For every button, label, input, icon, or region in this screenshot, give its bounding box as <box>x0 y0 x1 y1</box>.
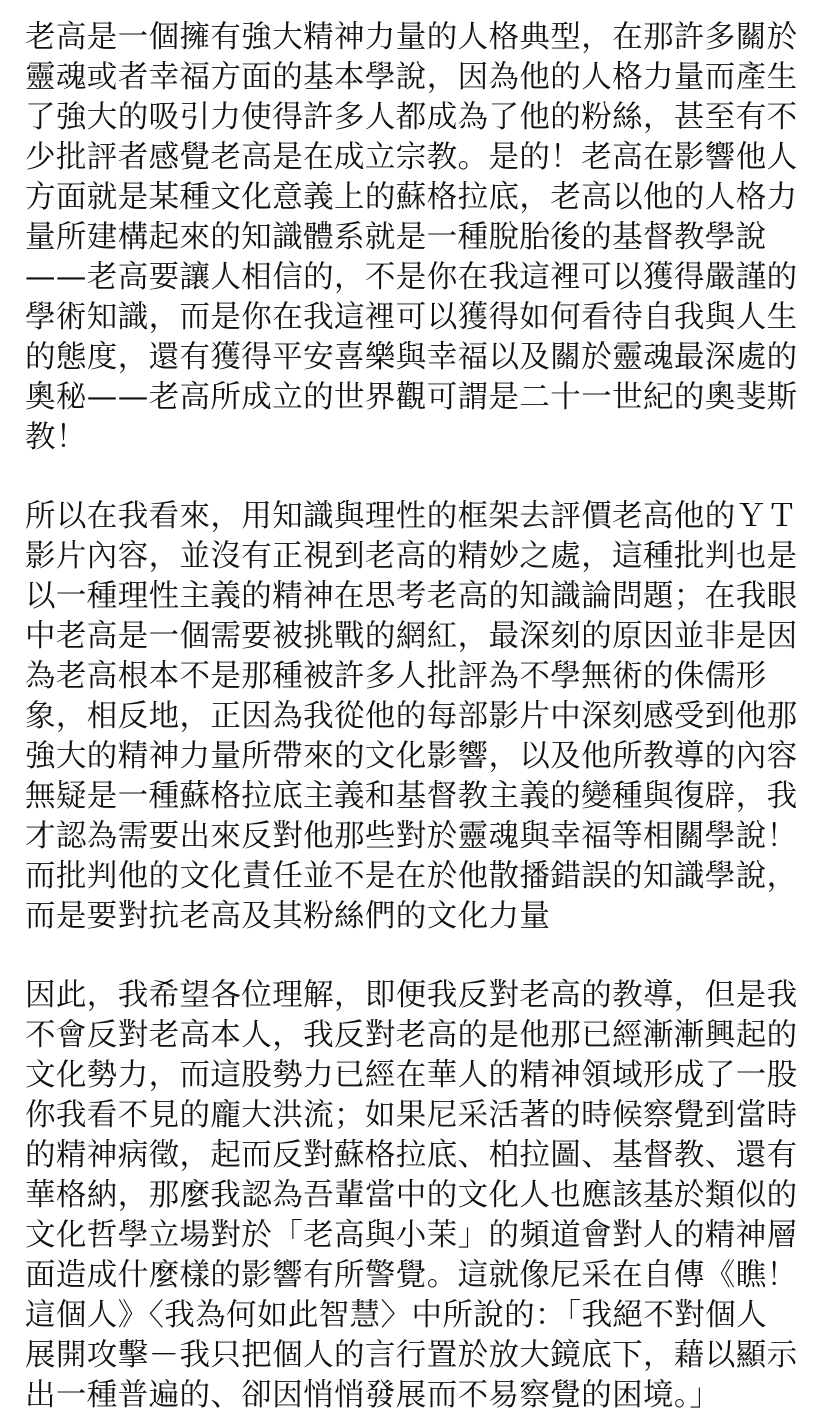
text-line: 才認為需要出來反對他那些對於靈魂與幸福等相關學說！ <box>25 819 798 854</box>
text-line: ——老高要讓人相信的，不是你在我這裡可以獲得嚴謹的 <box>25 260 798 295</box>
text-line: 方面就是某種文化意義上的蘇格拉底，老高以他的人格力 <box>25 180 798 215</box>
text-line: 出一種普遍的、卻因悄悄發展而不易察覺的困境。」 <box>25 1378 721 1413</box>
text-line: 強大的精神力量所帶來的文化影響，以及他所教導的內容 <box>25 739 798 774</box>
text-line: 這個人》〈我為何如此智慧〉中所說的：「我絕不對個人 <box>25 1298 767 1333</box>
text-line: 的精神病徵，起而反對蘇格拉底、柏拉圖、基督教、還有 <box>25 1138 798 1173</box>
text-line: 文化哲學立場對於「老高與小茉」的頻道會對人的精神層 <box>25 1218 798 1253</box>
text-line: 靈魂或者幸福方面的基本學說，因為他的人格力量而產生 <box>25 60 798 95</box>
text-line: 面造成什麼樣的影響有所警覺。這就像尼采在自傳《瞧！ <box>25 1258 798 1293</box>
text-line: 因此，我希望各位理解，即便我反對老高的教導，但是我 <box>25 978 798 1013</box>
text-line: 老高是一個擁有強大精神力量的人格典型，在那許多關於 <box>25 20 798 55</box>
text-line: 奧秘——老高所成立的世界觀可謂是二十一世紀的奧斐斯 <box>25 380 798 415</box>
text-line: 影片內容，並沒有正視到老高的精妙之處，這種批判也是 <box>25 539 798 574</box>
text-line: 中老高是一個需要被挑戰的網紅，最深刻的原因並非是因 <box>25 619 798 654</box>
text-line: 而是要對抗老高及其粉絲們的文化力量 <box>25 899 551 934</box>
text-line: 的態度，還有獲得平安喜樂與幸福以及關於靈魂最深處的 <box>25 340 798 375</box>
text-line: 你我看不見的龐大洪流；如果尼采活著的時候察覺到當時 <box>25 1098 798 1133</box>
paragraph-3 <box>25 976 815 1416</box>
text-line: 教！ <box>25 420 87 455</box>
text-line: 學術知識，而是你在我這裡可以獲得如何看待自我與人生 <box>25 300 798 335</box>
text-line: 無疑是一種蘇格拉底主義和基督教主義的變種與復辟，我 <box>25 779 798 814</box>
text-line: 為老高根本不是那種被許多人批評為不學無術的侏儒形 <box>25 659 767 694</box>
text-line: 不會反對老高本人，我反對老高的是他那已經漸漸興起的 <box>25 1018 798 1053</box>
text-line: 展開攻擊－我只把個人的言行置於放大鏡底下，藉以顯示 <box>25 1338 798 1373</box>
paragraph-2 <box>25 497 815 937</box>
text-line: 了強大的吸引力使得許多人都成為了他的粉絲，甚至有不 <box>25 100 798 135</box>
text-line: 文化勢力，而這股勢力已經在華人的精神領域形成了一股 <box>25 1058 798 1093</box>
text-line: 量所建構起來的知識體系就是一種脫胎後的基督教學說 <box>25 220 767 255</box>
paragraph-1 <box>25 18 815 458</box>
text-line: 華格納，那麼我認為吾輩當中的文化人也應該基於類似的 <box>25 1178 798 1213</box>
text-line: 象，相反地，正因為我從他的每部影片中深刻感受到他那 <box>25 699 798 734</box>
text-line: 所以在我看來，用知識與理性的框架去評價老高他的ＹＴ <box>25 499 798 534</box>
text-line: 以一種理性主義的精神在思考老高的知識論問題；在我眼 <box>25 579 798 614</box>
text-line: 少批評者感覺老高是在成立宗教。是的！老高在影響他人 <box>25 140 798 175</box>
text-line: 而批判他的文化責任並不是在於他散播錯誤的知識學說， <box>25 859 798 894</box>
